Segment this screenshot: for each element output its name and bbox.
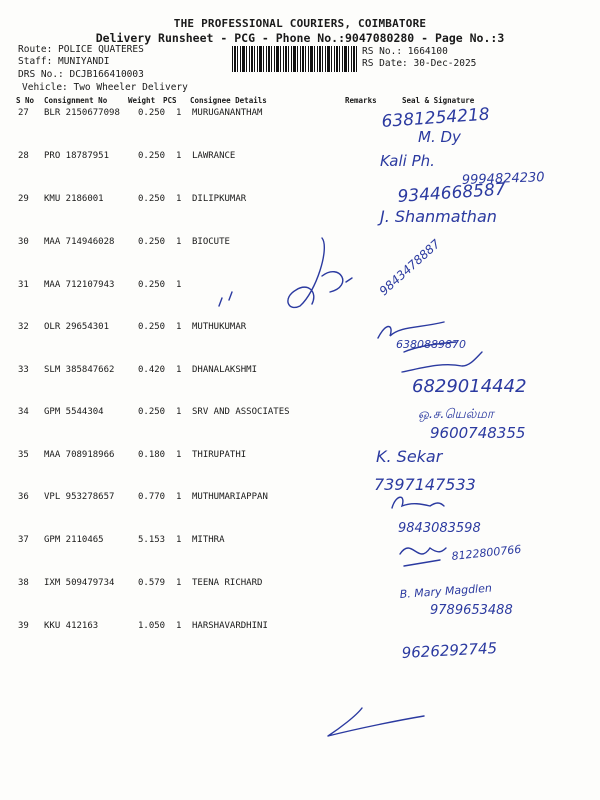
- row-pcs: 1: [176, 450, 182, 460]
- row-consignment: MAA 708918966: [44, 450, 115, 460]
- row-consignment: IXM 509479734: [44, 578, 115, 588]
- row-sno: 34: [18, 407, 29, 417]
- row-consignee: MUTHUKUMAR: [192, 322, 247, 332]
- row-consignment: PRO 18787951: [44, 151, 110, 161]
- handwritten-number: 9843478887: [376, 236, 443, 299]
- row-pcs: 1: [176, 194, 182, 204]
- handwritten-signature: J. Shanmathan: [380, 207, 497, 226]
- row-consignment: BLR 2150677098: [44, 108, 120, 118]
- row-sno: 33: [18, 365, 29, 375]
- staff-label: Staff: MUNIYANDI: [18, 56, 110, 67]
- rs-number: RS No.: 1664100: [362, 46, 448, 57]
- handwritten-number: 9994824230: [461, 170, 545, 188]
- row-consignment: OLR 29654301: [44, 322, 110, 332]
- rs-date: RS Date: 30-Dec-2025: [362, 58, 477, 69]
- row-pcs: 1: [176, 365, 182, 375]
- table-row: [0, 151, 600, 193]
- row-consignee: MURUGANANTHAM: [192, 108, 263, 118]
- row-consignee: THIRUPATHI: [192, 450, 247, 460]
- row-pcs: 1: [176, 280, 182, 290]
- row-sno: 32: [18, 322, 29, 332]
- row-consignee: SRV AND ASSOCIATES: [192, 407, 290, 417]
- row-weight: 0.420: [138, 365, 166, 375]
- row-pcs: 1: [176, 151, 182, 161]
- table-row: [0, 535, 600, 577]
- handwritten-number: 9600748355: [430, 424, 526, 442]
- row-consignee: MITHRA: [192, 535, 225, 545]
- handwritten-signature: Kali Ph.: [380, 152, 435, 170]
- row-consignee: LAWRANCE: [192, 151, 236, 161]
- handwritten-number: 9789653488: [430, 603, 513, 618]
- row-sno: 29: [18, 194, 29, 204]
- handwritten-number: 7397147533: [374, 475, 476, 494]
- row-sno: 37: [18, 535, 29, 545]
- drs-number: DRS No.: DCJB166410003: [18, 69, 144, 80]
- row-consignee: BIOCUTE: [192, 237, 230, 247]
- row-pcs: 1: [176, 407, 182, 417]
- row-consignee: MUTHUMARIAPPAN: [192, 492, 268, 502]
- row-pcs: 1: [176, 322, 182, 332]
- row-weight: 1.050: [138, 621, 166, 631]
- row-weight: 0.770: [138, 492, 166, 502]
- col-seal-signature: Seal & Signature: [402, 96, 475, 105]
- handwritten-number: 9344668587: [396, 179, 507, 207]
- row-consignee: DILIPKUMAR: [192, 194, 247, 204]
- col-consignee: Consignee Details: [190, 96, 267, 105]
- col-sno: S No: [16, 96, 35, 105]
- row-consignment: KMU 2186001: [44, 194, 104, 204]
- col-consignment: Consignment No: [44, 96, 108, 105]
- handwritten-signature: M. Dy: [418, 128, 461, 146]
- row-weight: 0.250: [138, 322, 166, 332]
- row-sno: 35: [18, 450, 29, 460]
- row-pcs: 1: [176, 535, 182, 545]
- table-row: [0, 108, 600, 150]
- row-pcs: 1: [176, 578, 182, 588]
- row-consignment: GPM 2110465: [44, 535, 104, 545]
- handwritten-number: 6380889870: [396, 338, 466, 351]
- row-weight: 0.250: [138, 280, 166, 290]
- row-weight: 0.250: [138, 108, 166, 118]
- row-consignment: MAA 714946028: [44, 237, 115, 247]
- row-weight: 0.250: [138, 151, 166, 161]
- row-sno: 30: [18, 237, 29, 247]
- table-row: [0, 237, 600, 279]
- row-consignment: KKU 412163: [44, 621, 99, 631]
- table-row: [0, 322, 600, 364]
- row-consignment: SLM 385847662: [44, 365, 115, 375]
- table-row: [0, 621, 600, 663]
- col-weight: Weight: [128, 96, 156, 105]
- barcode-image: [232, 46, 358, 72]
- row-weight: 0.250: [138, 237, 166, 247]
- route-label: Route: POLICE QUATERES: [18, 44, 144, 55]
- row-sno: 38: [18, 578, 29, 588]
- row-weight: 0.250: [138, 194, 166, 204]
- table-row: [0, 578, 600, 620]
- table-row: [0, 280, 600, 322]
- row-consignment: GPM 5544304: [44, 407, 104, 417]
- table-row: [0, 407, 600, 449]
- row-weight: 5.153: [138, 535, 166, 545]
- signature-scribble: [328, 708, 424, 736]
- row-consignee: HARSHAVARDHINI: [192, 621, 268, 631]
- row-weight: 0.250: [138, 407, 166, 417]
- company-title: THE PROFESSIONAL COURIERS, COIMBATORE: [173, 17, 427, 30]
- row-consignment: VPL 953278657: [44, 492, 115, 502]
- handwritten-signature: ஒ.ச.யெல்மா: [418, 407, 494, 422]
- row-weight: 0.579: [138, 578, 166, 588]
- runsheet-subtitle: Delivery Runsheet - PCG - Phone No.:9047080280 - Page No.:3: [95, 31, 505, 45]
- row-pcs: 1: [176, 108, 182, 118]
- row-consignee: TEENA RICHARD: [192, 578, 263, 588]
- handwritten-signature: B. Mary Magdlen: [399, 581, 493, 601]
- table-row: [0, 450, 600, 492]
- row-sno: 27: [18, 108, 29, 118]
- row-pcs: 1: [176, 621, 182, 631]
- handwritten-number: 9843083598: [398, 521, 481, 536]
- col-remarks: Remarks: [345, 96, 377, 105]
- row-sno: 39: [18, 621, 29, 631]
- row-consignee: DHANALAKSHMI: [192, 365, 258, 375]
- table-row: [0, 492, 600, 534]
- vehicle-label: Vehicle: Two Wheeler Delivery: [22, 82, 188, 93]
- handwritten-number: 6829014442: [412, 376, 527, 397]
- handwritten-number: 9626292745: [401, 639, 498, 662]
- row-pcs: 1: [176, 492, 182, 502]
- row-sno: 36: [18, 492, 29, 502]
- table-row: [0, 194, 600, 236]
- row-sno: 31: [18, 280, 29, 290]
- row-sno: 28: [18, 151, 29, 161]
- handwritten-signature: K. Sekar: [376, 447, 443, 466]
- row-consignment: MAA 712107943: [44, 280, 115, 290]
- table-row: [0, 365, 600, 407]
- col-pcs: PCS: [163, 96, 177, 105]
- handwritten-number: 8122800766: [450, 542, 522, 563]
- row-weight: 0.180: [138, 450, 166, 460]
- row-pcs: 1: [176, 237, 182, 247]
- handwritten-number: 6381254218: [380, 104, 491, 132]
